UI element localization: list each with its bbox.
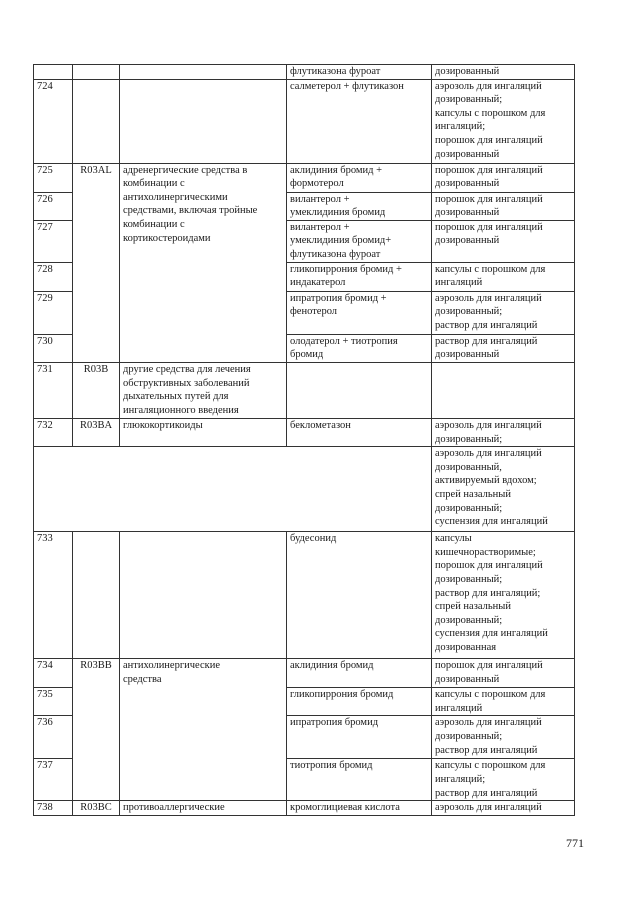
inn-name: олодатерол + тиотропия бромид [287, 334, 432, 362]
inn-name: салметерол + флутиказон [287, 79, 432, 163]
page-number: 771 [566, 836, 584, 850]
table-row [34, 418, 575, 446]
row-number: 737 [34, 759, 73, 801]
row-number [34, 65, 73, 80]
group-name [120, 79, 287, 163]
row-number: 728 [34, 262, 73, 291]
dosage-form: аэрозоль для ингаляций дозированный; раствор для ингаляций [432, 291, 575, 334]
table-row [34, 362, 575, 418]
dosage-form: порошок для ингаляций дозированный [432, 659, 575, 688]
inn-name [287, 362, 432, 418]
inn-name: кромоглициевая кислота [287, 801, 432, 816]
dosage-form: аэрозоль для ингаляций дозированный; капсулы с порошком для ингаляций; порошок для ингаляций дозированный [432, 79, 575, 163]
group-name: противоаллергические [120, 801, 287, 816]
dosage-form: аэрозоль для ингаляций дозированный; [432, 418, 575, 446]
empty-merged-cell [34, 447, 432, 532]
dosage-form: дозированный [432, 65, 575, 80]
atc-code [73, 79, 120, 163]
table-row [34, 65, 575, 80]
row-number: 738 [34, 801, 73, 816]
row-number: 736 [34, 716, 73, 759]
inn-name: ипратропия бромид [287, 716, 432, 759]
dosage-form: аэрозоль для ингаляций дозированный, активируемый вдохом; спрей назальный дозированный; суспензия для ингаляций [432, 447, 575, 532]
table-row [34, 163, 575, 192]
row-number: 727 [34, 220, 73, 262]
inn-name: вилантерол + умеклидиния бромид [287, 192, 432, 220]
atc-code: R03BA [73, 418, 120, 446]
inn-name: тиотропия бромид [287, 759, 432, 801]
group-name: другие средства для лечения обструктивных заболеваний дыхательных путей для ингаляционного введения [120, 362, 287, 418]
row-number: 735 [34, 688, 73, 716]
table-row [34, 801, 575, 816]
row-number: 730 [34, 334, 73, 362]
inn-name: гликопиррония бромид [287, 688, 432, 716]
dosage-form: порошок для ингаляций дозированный [432, 163, 575, 192]
row-number: 729 [34, 291, 73, 334]
dosage-form: порошок для ингаляций дозированный [432, 220, 575, 262]
row-number: 725 [34, 163, 73, 192]
atc-code: R03B [73, 362, 120, 418]
atc-code [73, 65, 120, 80]
inn-name: ипратропия бромид + фенотерол [287, 291, 432, 334]
table-row [34, 659, 575, 688]
row-number: 731 [34, 362, 73, 418]
inn-name: беклометазон [287, 418, 432, 446]
dosage-form: капсулы с порошком для ингаляций [432, 262, 575, 291]
group-name: адренергические средства в комбинации с антихолинергическими средствами, включая тройные комбинации с кортикостероидами [120, 163, 287, 362]
inn-name: вилантерол + умеклидиния бромид+ флутиказона фуроат [287, 220, 432, 262]
atc-code: R03BB [73, 659, 120, 801]
row-number: 733 [34, 532, 73, 659]
row-number: 724 [34, 79, 73, 163]
group-name: антихолинергические средства [120, 659, 287, 801]
atc-code [73, 532, 120, 659]
dosage-form: порошок для ингаляций дозированный [432, 192, 575, 220]
inn-name: аклидиния бромид [287, 659, 432, 688]
table-row [34, 447, 575, 532]
dosage-form: капсулы кишечнорастворимые; порошок для ингаляций дозированный; раствор для ингаляций; спрей назальный дозированный; суспензия для ингаляций дозированная [432, 532, 575, 659]
table-row [34, 532, 575, 659]
row-number: 734 [34, 659, 73, 688]
group-name: глюкокортикоиды [120, 418, 287, 446]
row-number: 732 [34, 418, 73, 446]
atc-code: R03AL [73, 163, 120, 362]
dosage-form: раствор для ингаляций дозированный [432, 334, 575, 362]
medicines-table [33, 64, 575, 816]
row-number: 726 [34, 192, 73, 220]
atc-code: R03BC [73, 801, 120, 816]
group-name [120, 532, 287, 659]
inn-name: гликопиррония бромид + индакатерол [287, 262, 432, 291]
inn-name: аклидиния бромид + формотерол [287, 163, 432, 192]
dosage-form: аэрозоль для ингаляций дозированный; раствор для ингаляций [432, 716, 575, 759]
dosage-form [432, 362, 575, 418]
inn-name: будесонид [287, 532, 432, 659]
table-row [34, 79, 575, 163]
dosage-form: капсулы с порошком для ингаляций; раствор для ингаляций [432, 759, 575, 801]
inn-name: флутиказона фуроат [287, 65, 432, 80]
group-name [120, 65, 287, 80]
dosage-form: капсулы с порошком для ингаляций [432, 688, 575, 716]
dosage-form: аэрозоль для ингаляций [432, 801, 575, 816]
